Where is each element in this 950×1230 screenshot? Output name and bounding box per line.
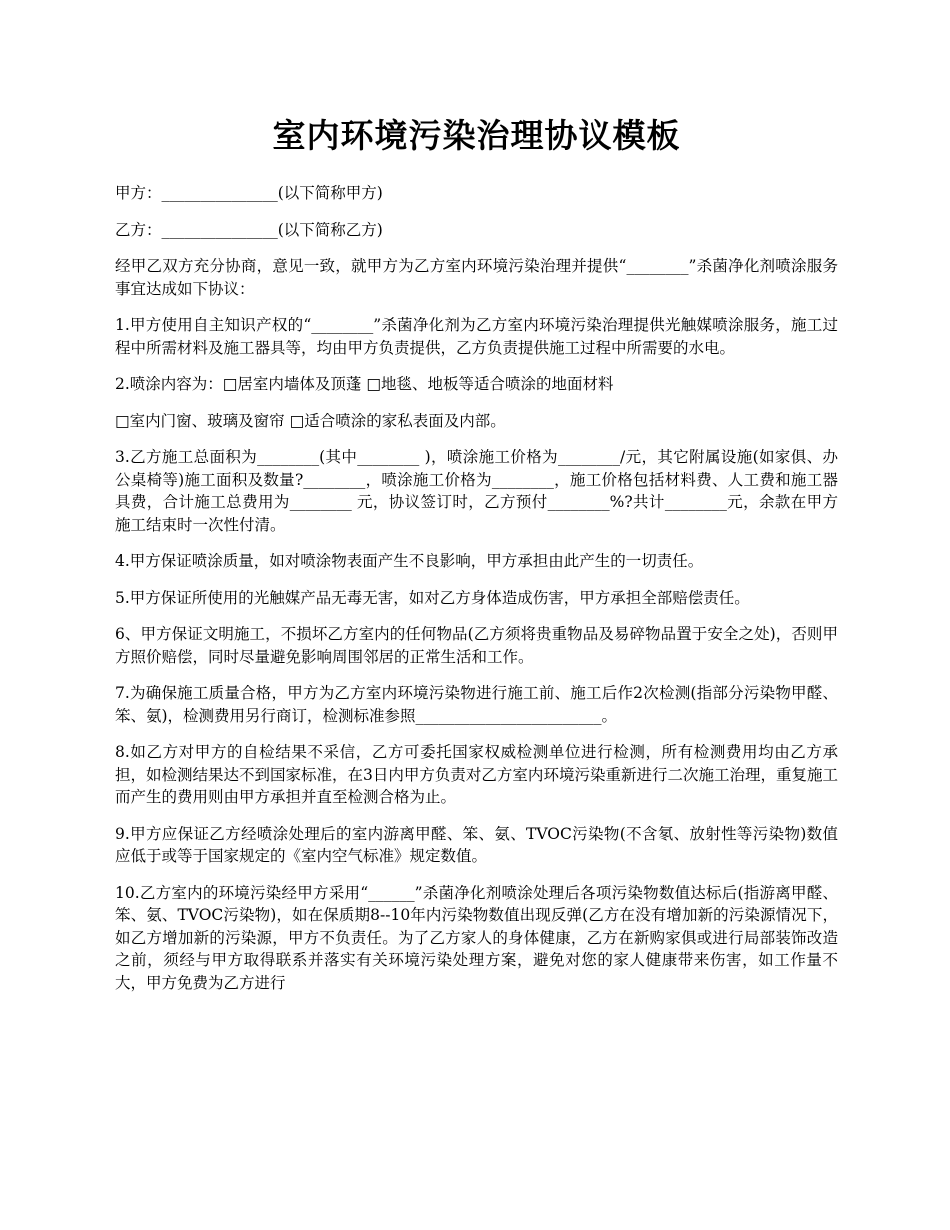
clause-10: 10.乙方室内的环境污染经甲方采用“______”杀菌净化剂喷涂处理后各项污染物数值达标后(指游离甲醛、笨、氨、TVOC污染物)，如在保质期8--10年内污染物数值出现反弹(乙方在没有增加新的污染源情况下，如乙方增加新的污染源，甲方不负责任。为了乙方家人的身体健康，乙方在新购家俱或进行局部装饰改造之前，须经与甲方取得联系并落实有关环境污染处理方案，避免对您的家人健康带来伤害，如工作量不大，甲方免费为乙方进行	[115, 883, 838, 992]
party-a-line: 甲方：_______________(以下简称甲方)	[115, 184, 383, 202]
clause-3: 3.乙方施工总面积为________(其中________ )，喷涂施工价格为________/元，其它附属设施(如家俱、办公桌椅等)施工面积及数量?________，喷涂施工价格为________，施工价格包括材料费、人工费和施工器具费，合计施工总费用为________ 元，协议签订时，乙方预付________%?共计________元，余款在甲方施工结束时一次性付清。	[115, 448, 838, 534]
clause-8: 8.如乙方对甲方的自检结果不采信，乙方可委托国家权威检测单位进行检测，所有检测费用均由乙方承担，如检测结果达不到国家标准，在3日内甲方负责对乙方室内环境污染重新进行二次施工治理，重复施工而产生的费用则由甲方承担并直至检测合格为止。	[115, 743, 838, 806]
clause-7: 7.为确保施工质量合格，甲方为乙方室内环境污染物进行施工前、施工后作2次检测(指部分污染物甲醛、笨、氨)，检测费用另行商订，检测标准参照________________________。	[115, 684, 838, 725]
clause-4: 4.甲方保证喷涂质量，如对喷涂物表面产生不良影响，甲方承担由此产生的一切责任。	[115, 552, 704, 570]
clause-1: 1.甲方使用自主知识产权的“________”杀菌净化剂为乙方室内环境污染治理提供光触媒喷涂服务，施工过程中所需材料及施工器具等，均由甲方负责提供，乙方负责提供施工过程中所需要的水电。	[115, 316, 838, 357]
clause-5: 5.甲方保证所使用的光触媒产品无毒无害，如对乙方身体造成伤害，甲方承担全部赔偿责任。	[115, 588, 750, 607]
clause-2: 2.喷涂内容为：□居室内墙体及顶蓬 □地毯、地板等适合喷涂的地面材料	[115, 375, 614, 393]
clause-6: 6、甲方保证文明施工，不损坏乙方室内的任何物品(乙方须将贵重物品及易碎物品置于安全之处)，否则甲方照价赔偿，同时尽量避免影响周围邻居的正常生活和工作。	[115, 625, 838, 666]
clause-2-continued: □室内门窗、玻璃及窗帘 □适合喷涂的家私表面及内部。	[115, 411, 506, 430]
preamble-paragraph: 经甲乙双方充分协商，意见一致，就甲方为乙方室内环境污染治理并提供“________”杀菌净化剂喷涂服务事宜达成如下协议：	[115, 257, 838, 298]
document-title: 室内环境污染治理协议模板	[272, 116, 681, 155]
clause-9: 9.甲方应保证乙方经喷涂处理后的室内游离甲醛、笨、氨、TVOC污染物(不含氡、放射性等污染物)数值应低于或等于国家规定的《室内空气标准》规定数值。	[115, 824, 838, 865]
party-b-line: 乙方：_______________(以下简称乙方)	[115, 220, 383, 239]
